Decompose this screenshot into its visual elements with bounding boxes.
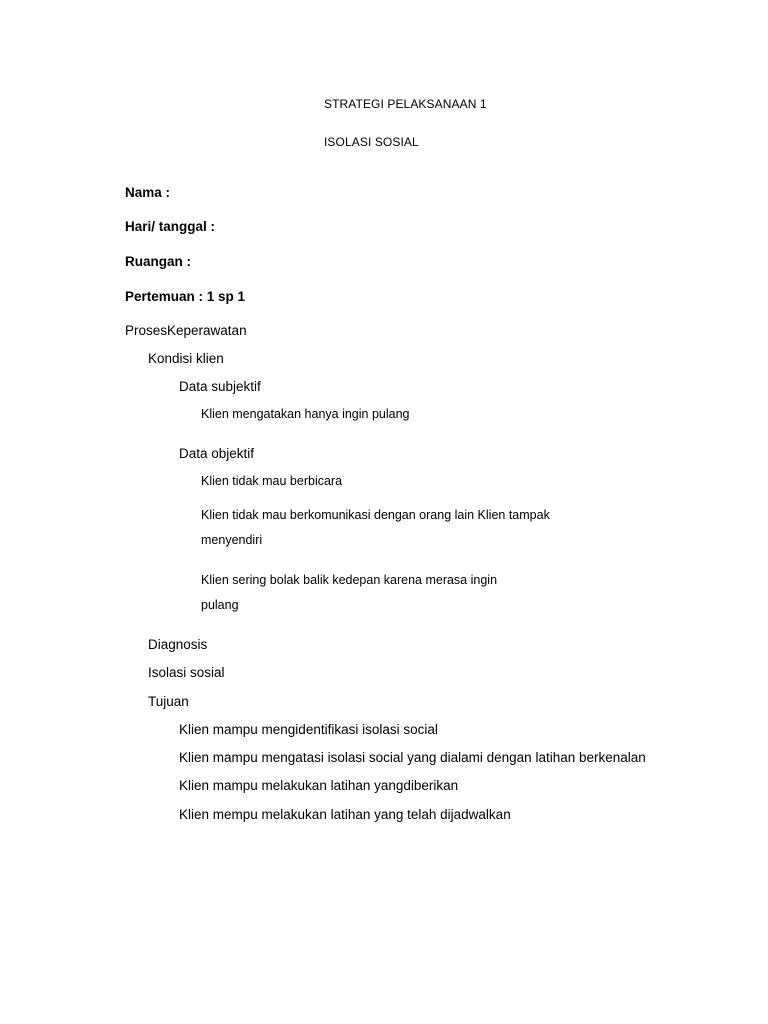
- diagnosis-value: Isolasi sosial: [148, 665, 225, 680]
- data-subjektif-heading: Data subjektif: [179, 379, 261, 394]
- field-hari-tanggal: Hari/ tanggal :: [125, 219, 216, 234]
- proses-heading: ProsesKeperawatan: [125, 323, 247, 338]
- data-objektif-item: Klien tidak mau berbicara: [201, 474, 343, 488]
- tujuan-item: Klien mampu mengidentifikasi isolasi social: [179, 722, 438, 737]
- data-objektif-item: Klien sering bolak balik kedepan karena merasa ingin: [201, 573, 498, 587]
- kondisi-klien-heading: Kondisi klien: [148, 351, 224, 366]
- tujuan-item: Klien mampu mengatasi isolasi social yang dialami dengan latihan berkenalan: [179, 750, 646, 765]
- tujuan-item: Klien mempu melakukan latihan yang telah dijadwalkan: [179, 807, 511, 822]
- data-objektif-heading: Data objektif: [179, 446, 255, 461]
- field-nama: Nama :: [125, 185, 171, 200]
- tujuan-item: Klien mampu melakukan latihan yangdiberikan: [179, 778, 459, 793]
- document-title: STRATEGI PELAKSANAAN 1: [324, 97, 487, 111]
- field-ruangan: Ruangan :: [125, 254, 191, 269]
- data-subjektif-item: Klien mengatakan hanya ingin pulang: [201, 407, 410, 421]
- field-pertemuan: Pertemuan : 1 sp 1: [125, 289, 246, 304]
- data-objektif-item: menyendiri: [201, 533, 263, 547]
- document-subtitle: ISOLASI SOSIAL: [324, 135, 419, 149]
- data-objektif-item: Klien tidak mau berkomunikasi dengan orang lain Klien tampak: [201, 508, 550, 522]
- diagnosis-heading: Diagnosis: [148, 637, 208, 652]
- tujuan-heading: Tujuan: [148, 694, 189, 709]
- data-objektif-item: pulang: [201, 598, 239, 612]
